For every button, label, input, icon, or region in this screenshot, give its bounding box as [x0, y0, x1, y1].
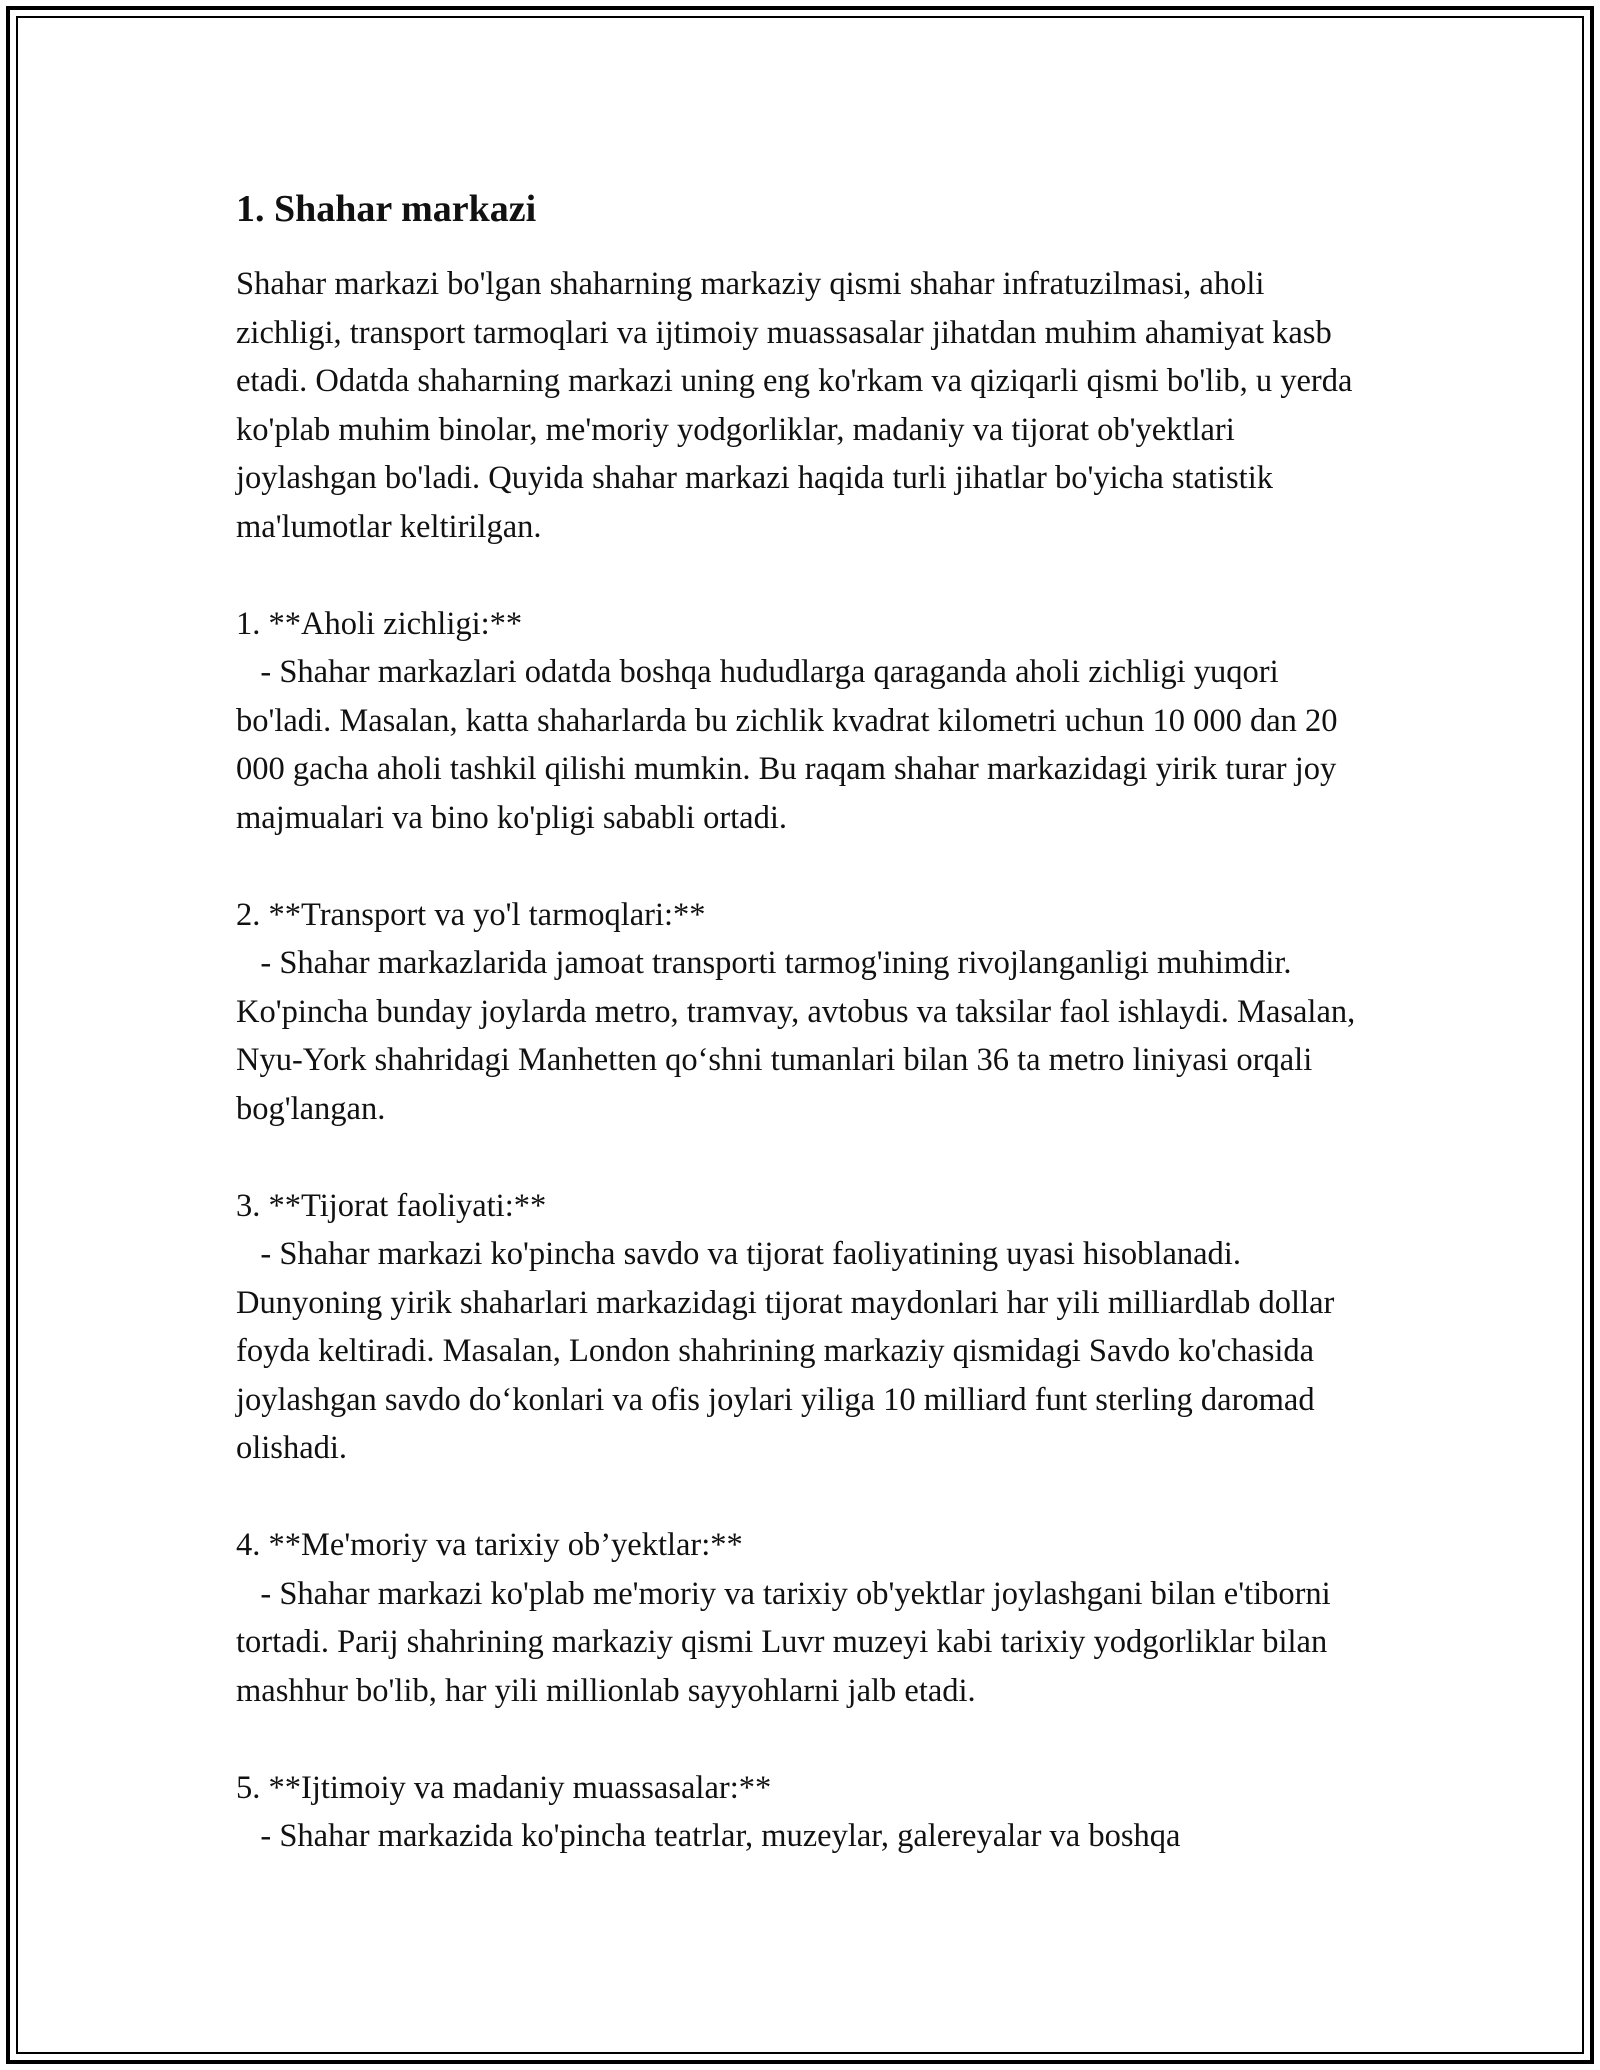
list-item-body: - Shahar markazida ko'pincha teatrlar, muzeylar, galereyalar va boshqa	[236, 1818, 1181, 1854]
list-item-title: 1. **Aholi zichligi:**	[236, 605, 523, 642]
list-item-social-cultural	[236, 1764, 1366, 1861]
list-item-title: 5. **Ijtimoiy va madaniy muassasalar:**	[236, 1769, 772, 1806]
list-item-body: - Shahar markazi ko'pincha savdo va tijorat faoliyatining uyasi hisoblanadi. Dunyoning yirik shaharlari markazidagi tijorat maydonlari har yili milliardlab dollar foyda keltiradi. Masalan, London shahrining markaziy qismidagi Savdo ko'chasida joylashgan savdo do‘konlari va ofis joylari yiliga 10 milliard funt sterling daromad olishadi.	[236, 1236, 1343, 1466]
document-body	[236, 186, 1366, 1861]
list-item-title: 2. **Transport va yo'l tarmoqlari:**	[236, 896, 706, 933]
list-item-transport	[236, 891, 1366, 1134]
list-item-commerce	[236, 1182, 1366, 1473]
list-item-architecture	[236, 1521, 1366, 1715]
list-item-title: 3. **Tijorat faoliyati:**	[236, 1187, 547, 1224]
list-item-title: 4. **Me'moriy va tarixiy ob’yektlar:**	[236, 1527, 743, 1563]
list-item-body: - Shahar markazi ko'plab me'moriy va tarixiy ob'yektlar joylashgani bilan e'tiborni tortadi. Parij shahrining markaziy qismi Luvr muzeyi kabi tarixiy yodgorliklar bilan mashhur bo'lib, har yili millionlab sayyohlarni jalb etadi.	[236, 1575, 1339, 1709]
list-item-population-density	[236, 600, 1366, 843]
section-heading: 1. Shahar markazi	[236, 188, 537, 230]
intro-paragraph: Shahar markazi bo'lgan shaharning markaziy qismi shahar infratuzilmasi, aholi zichligi, transport tarmoqlari va ijtimoiy muassasalar jihatdan muhim ahamiyat kasb etadi. Odatda shaharning markazi uning eng ko'rkam va qiziqarli qismi bo'lib, u yerda ko'plab muhim binolar, me'moriy yodgorliklar, madaniy va tijorat ob'yektlari joylashgan bo'ladi. Quyida shahar markazi haqida turli jihatlar bo'yicha statistik ma'lumotlar keltirilgan.	[236, 266, 1361, 545]
list-item-body: - Shahar markazlari odatda boshqa hududlarga qaraganda aholi zichligi yuqori bo'ladi. Masalan, katta shaharlarda bu zichlik kvadrat kilometri uchun 10 000 dan 20 000 gacha aholi tashkil qilishi mumkin. Bu raqam shahar markazidagi yirik turar joy majmualari va bino ko'pligi sababli ortadi.	[236, 654, 1346, 836]
list-item-body: - Shahar markazlarida jamoat transporti tarmog'ining rivojlanganligi muhimdir. Ko'pincha bunday joylarda metro, tramvay, avtobus va taksilar faol ishlaydi. Masalan, Nyu-York shahridagi Manhetten qo‘shni tumanlari bilan 36 ta metro liniyasi orqali bog'langan.	[236, 945, 1364, 1127]
